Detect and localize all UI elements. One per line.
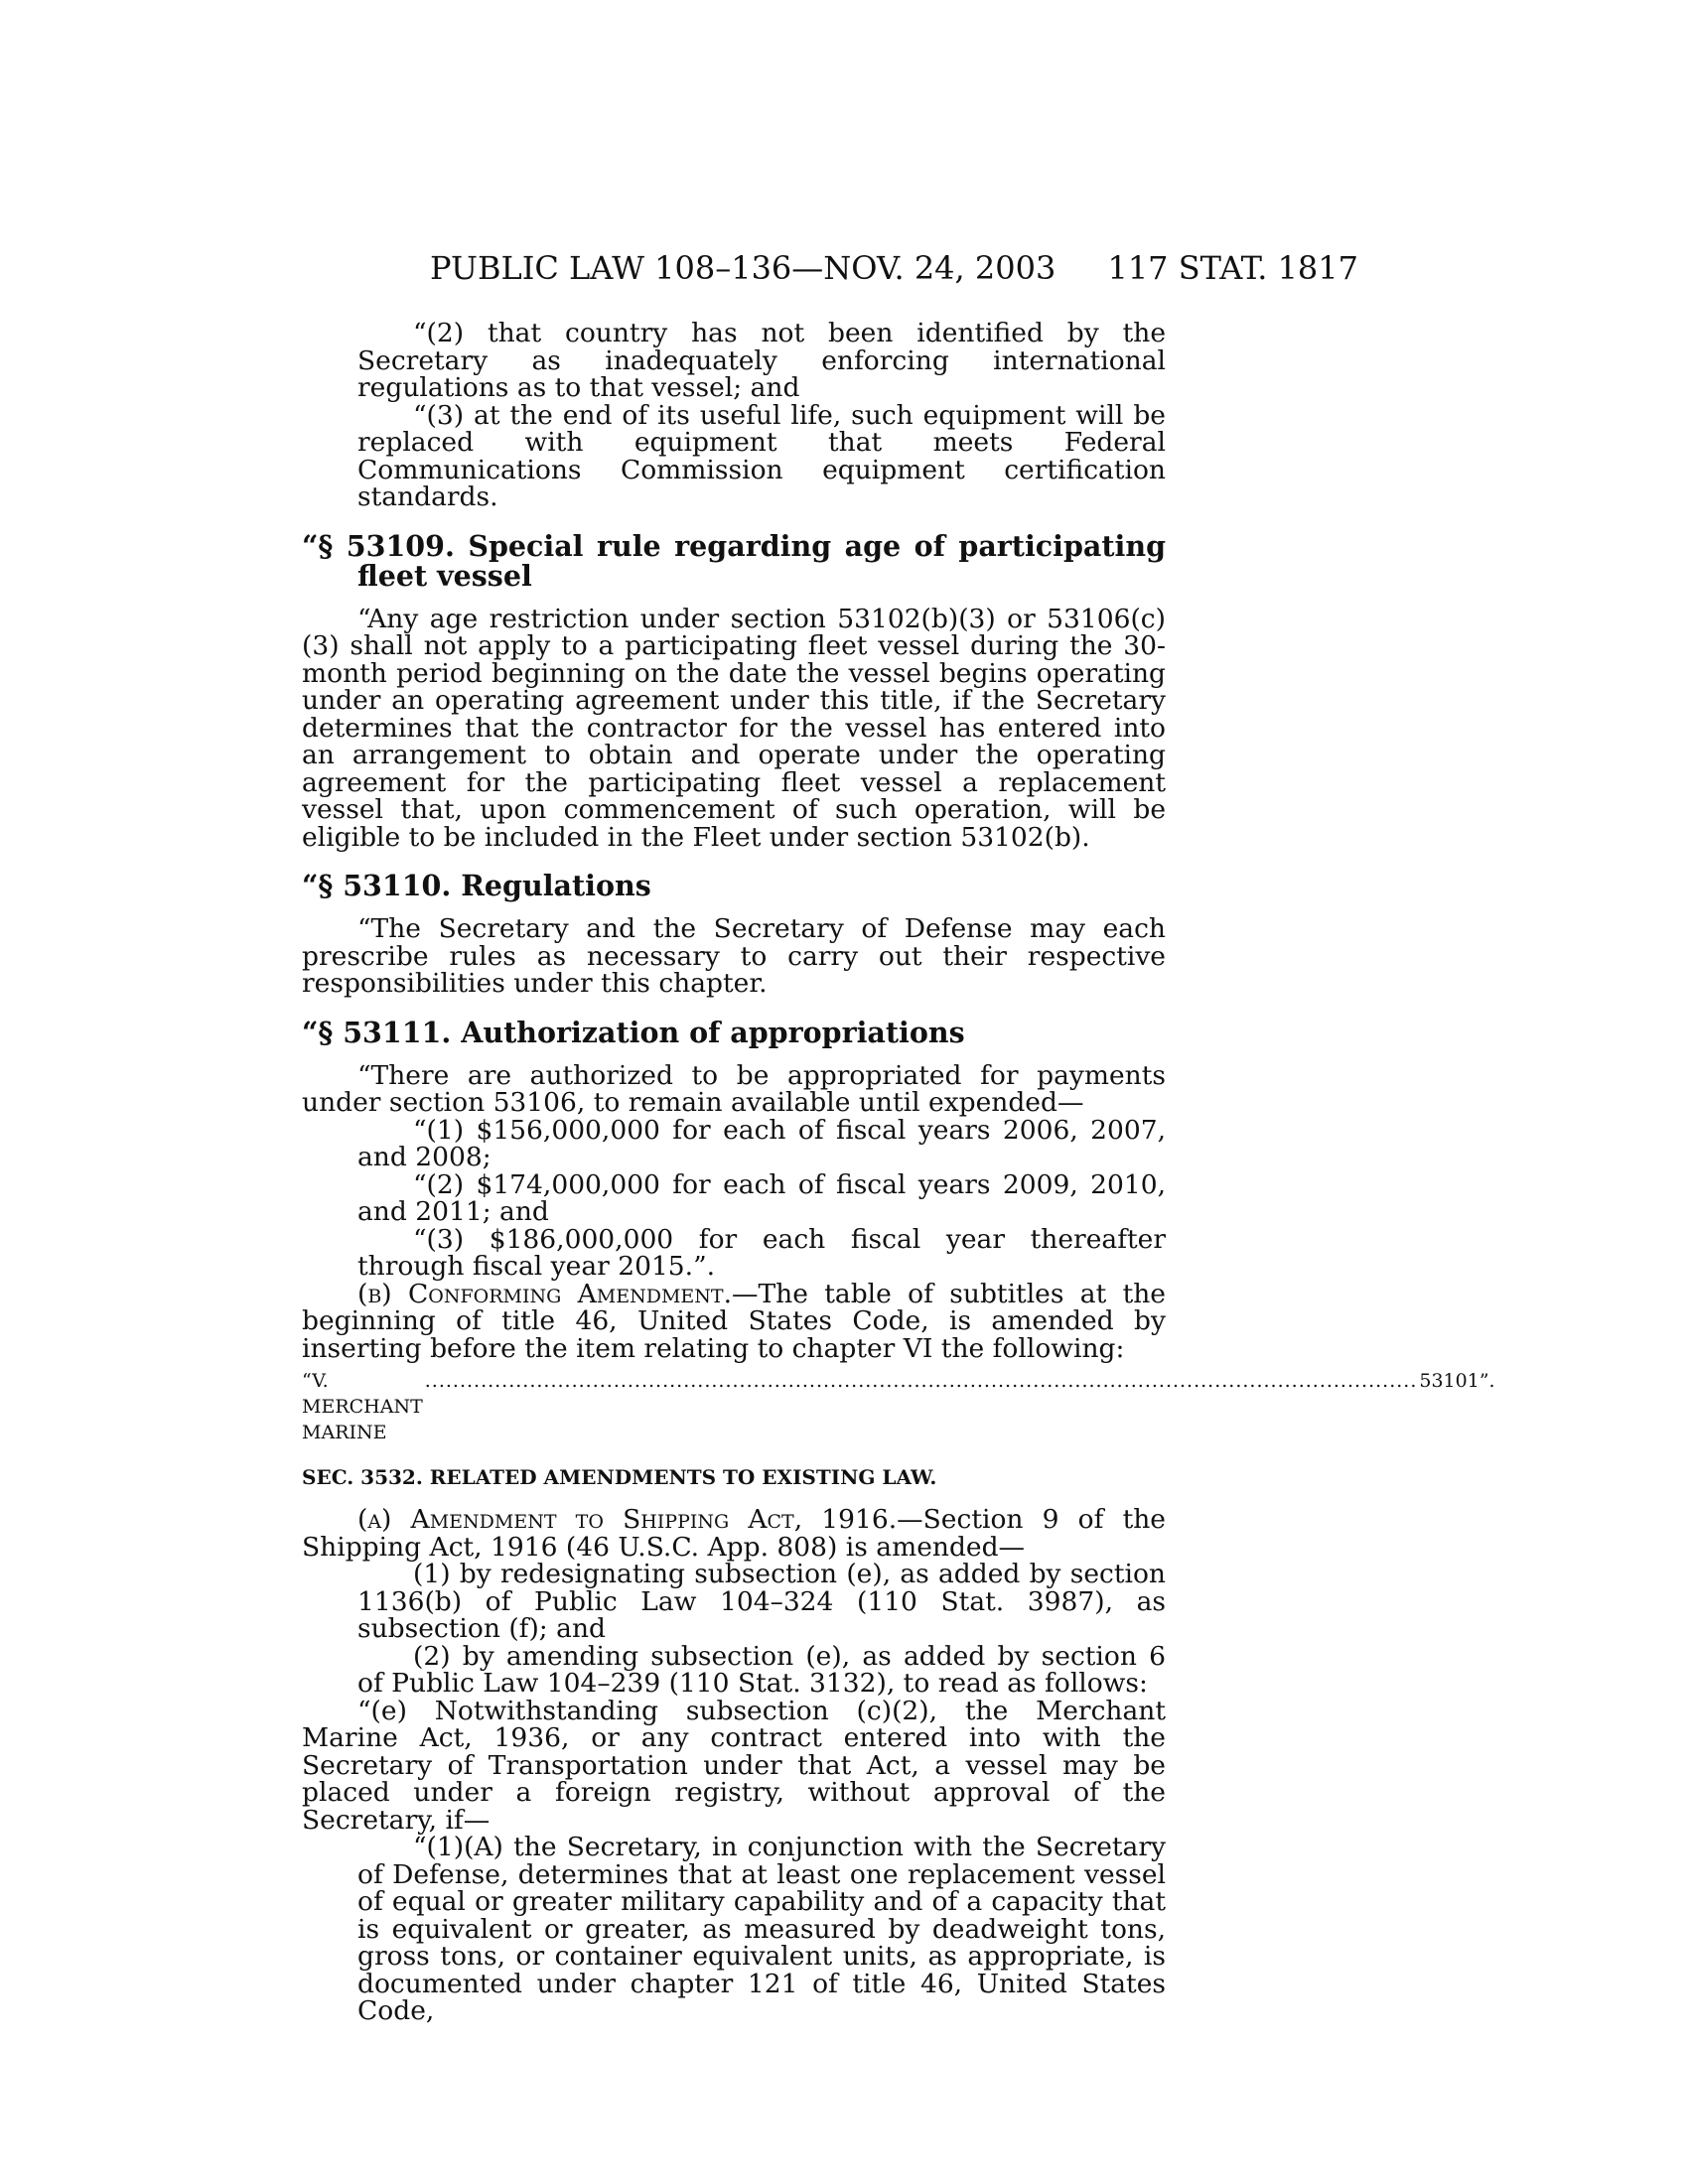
subsection-a-item-1: (1) by redesignating subsection (e), as added by section 1136(b) of Public Law 104–324 (110 Stat. 3987), as subsection (f); and [357,1559,1166,1644]
toc-entry-label: “V. MERCHANT MARINE [302,1370,423,1443]
section-53111-text: “There are authorized to be appropriated for payments under section 53106, to remain available until expended— [302,1059,1166,1118]
section-3532-heading: SEC. 3532. RELATED AMENDMENTS TO EXISTING LAW. [302,1465,937,1489]
section-53110-text: “The Secretary and the Secretary of Defense may each prescribe rules as necessary to carry out their respective responsibilities under this chapter. [302,913,1166,999]
toc-entry-page: 53101”. [1419,1370,1495,1392]
section-53109-number: “§ 53109. [302,528,455,563]
subsection-a-text: —Section 9 of the Shipping Act, 1916 (46 U.S.C. App. 808) is amended— [302,1504,1166,1563]
section-53110-number: “§ 53110. [302,869,452,902]
conforming-amendment-text: —The table of subtitles at the beginning of title 46, United States Code, is amended by inserting before the item relating to chapter VI the following: [302,1278,1166,1364]
subsection-a-item-2: (2) by amending subsection (e), as added by section 6 of Public Law 104–239 (110 Stat. 3132), to read as follows: [357,1640,1166,1699]
toc-leader-dots: .............................................................................................................................................. [424,1370,1418,1392]
section-53110-heading [302,871,1166,900]
subsection-a [302,1506,1166,1561]
section-53109-title: Special rule regarding age of participating fleet vessel [357,528,1167,593]
table-of-subtitles-entry [302,1368,1495,1445]
subsection-e-1a: “(1)(A) the Secretary, in conjunction with the Secretary of Defense, determines that at least one replacement vessel of equal or greater military capability and of a capacity that is equivalent or greater, as measured by deadweight tons, gross tons, or container equivalent units, as appropriate, is documented under chapter 121 of title 46, United States Code, [357,1832,1166,2026]
running-header-stat: 117 STAT. 1817 [1107,249,1358,287]
section-53111-title: Authorization of appropriations [461,1015,965,1049]
paragraph-cont-3: “(3) at the end of its useful life, such equipment will be replaced with equipment that meets Federal Communications Commission equipment certification standards. [357,399,1166,512]
section-53111-number: “§ 53111. [302,1015,452,1049]
running-header-title: PUBLIC LAW 108–136—NOV. 24, 2003 [430,249,1056,287]
conforming-amendment-label: (b) Conforming Amendment. [357,1278,732,1309]
subsection-e-text: “(e) Notwithstanding subsection (c)(2), the Merchant Marine Act, 1936, or any contract entered into with the Secretary of Transportation under that Act, a vessel may be placed under a foreign registry, without approval of the Secretary, if— [302,1695,1166,1836]
document-body [302,318,1495,2026]
section-53110-title: Regulations [461,869,651,902]
section-53111-item-1: “(1) $156,000,000 for each of fiscal years 2006, 2007, and 2008; [357,1114,1166,1172]
section-53111-item-3: “(3) $186,000,000 for each fiscal year thereafter through fiscal year 2015.”. [357,1223,1166,1282]
conforming-amendment [302,1278,1166,1364]
subsection-a-label: (a) Amendment to Shipping Act, 1916. [357,1504,898,1535]
section-53111-heading [302,1015,1166,1049]
section-53111-item-2: “(2) $174,000,000 for each of fiscal years 2009, 2010, and 2011; and [357,1168,1166,1227]
paragraph-cont-2: “(2) that country has not been identified by the Secretary as inadequately enforcing international regulations as to that vessel; and [357,318,1166,403]
section-53109-text: “Any age restriction under section 53102(b)(3) or 53106(c)(3) shall not apply to a participating fleet vessel during the 30-month period beginning on the date the vessel begins operating under an operating agreement under this title, if the Secretary determines that the contractor for the vessel has entered into an arrangement to obtain and operate under the operating agreement for the participating fleet vessel a replacement vessel that, upon commencement of such operation, will be eligible to be included in the Fleet under section 53102(b). [302,603,1166,853]
section-53109-heading [302,528,1167,593]
